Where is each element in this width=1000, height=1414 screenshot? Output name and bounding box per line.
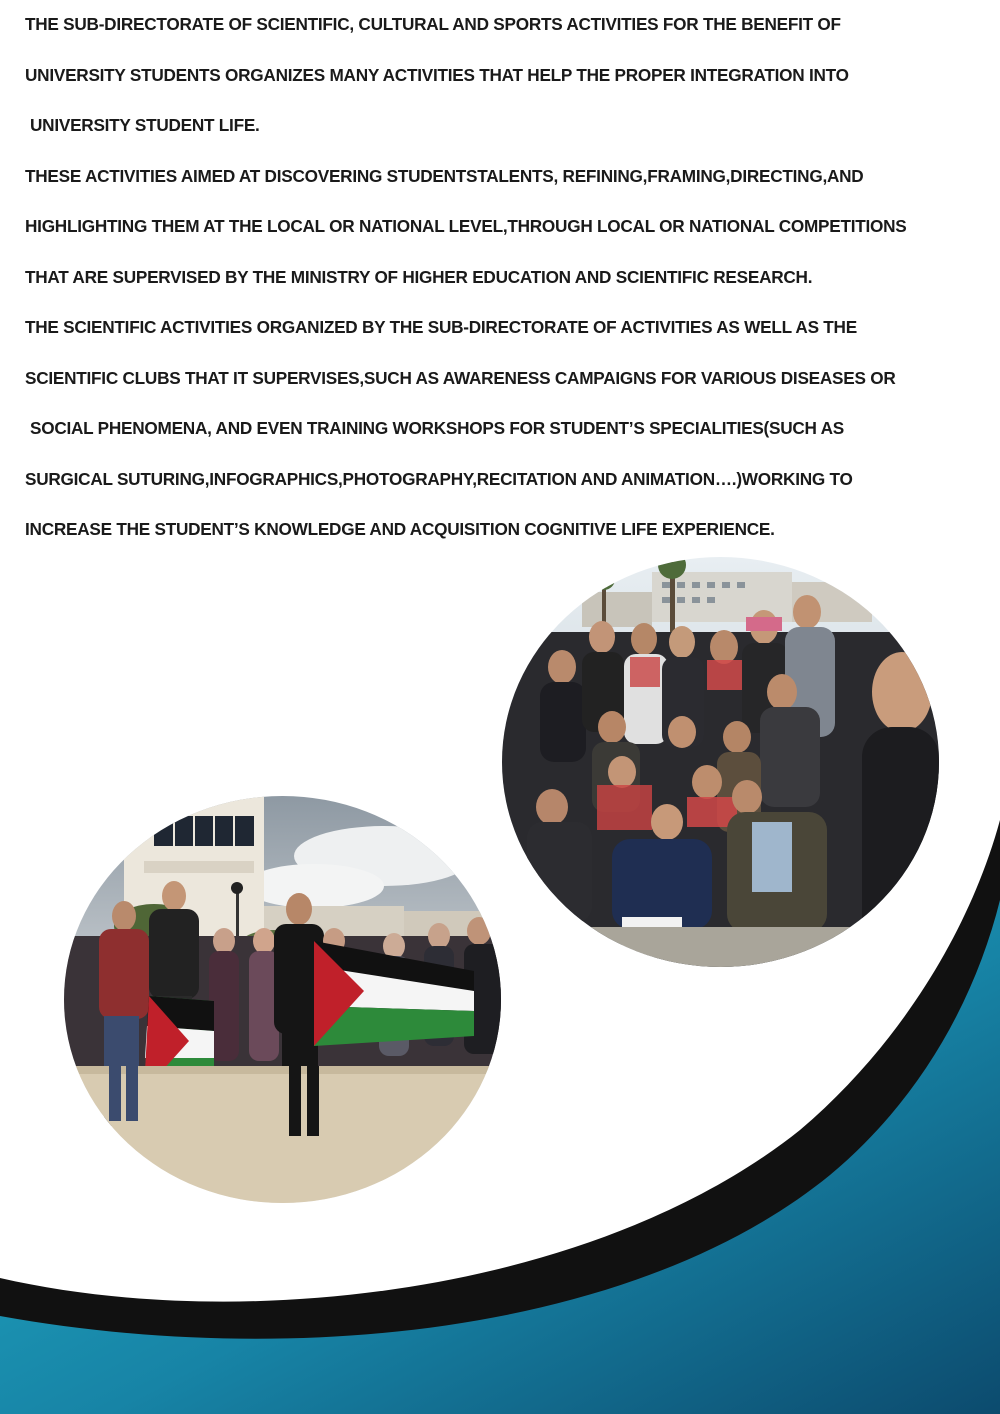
text-line-2: UNIVERSITY STUDENTS ORGANIZES MANY ACTIVITIES THAT HELP THE PROPER INTEGRATION INTO (25, 64, 849, 85)
text-line-1: THE SUB-DIRECTORATE OF SCIENTIFIC, CULTURAL AND SPORTS ACTIVITIES FOR THE BENEFIT OF (25, 14, 841, 34)
text-line-11: INCREASE THE STUDENT’S KNOWLEDGE AND ACQUISITION COGNITIVE LIFE EXPERIENCE. (25, 519, 775, 539)
text-line-6: THAT ARE SUPERVISED BY THE MINISTRY OF HIGHER EDUCATION AND SCIENTIFIC RESEARCH. (25, 266, 813, 287)
group-selfie-photo (502, 557, 939, 967)
text-line-5: HIGHLIGHTING THEM AT THE LOCAL OR NATIONAL LEVEL,THROUGH LOCAL OR NATIONAL COMPETITIONS (25, 216, 907, 236)
text-line-4: THESE ACTIVITIES AIMED AT DISCOVERING STUDENTSTALENTS, REFINING,FRAMING,DIRECTING,AND (25, 165, 864, 186)
text-line-10: SURGICAL SUTURING,INFOGRAPHICS,PHOTOGRAPHY,RECITATION AND ANIMATION….)WORKING TO (25, 468, 853, 489)
text-line-7: THE SCIENTIFIC ACTIVITIES ORGANIZED BY THE SUB-DIRECTORATE OF ACTIVITIES AS WELL AS THE (25, 317, 857, 337)
text-line-9: SOCIAL PHENOMENA, AND EVEN TRAINING WORKSHOPS FOR STUDENT’S SPECIALITIES(SUCH AS (30, 418, 844, 438)
flag-event-photo (64, 796, 501, 1203)
text-line-8: SCIENTIFIC CLUBS THAT IT SUPERVISES,SUCH AS AWARENESS CAMPAIGNS FOR VARIOUS DISEASES OR (25, 367, 896, 388)
text-line-3: UNIVERSITY STUDENT LIFE. (30, 115, 260, 135)
intro-text (25, 10, 990, 566)
